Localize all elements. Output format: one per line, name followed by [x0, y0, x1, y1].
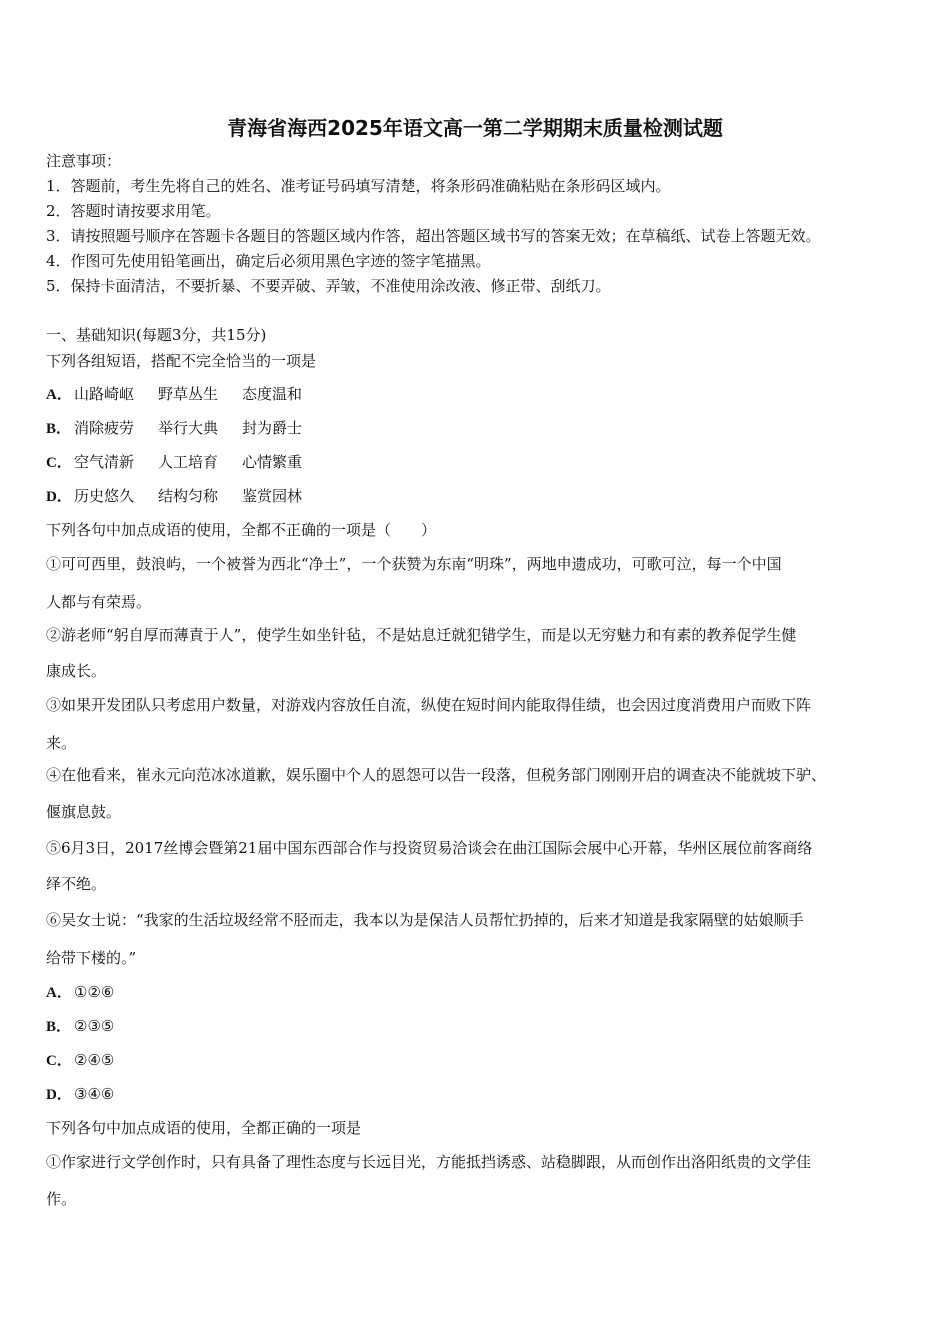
q2-sentence-1-line1: ①可可西里，鼓浪屿，一个被誉为西北“净土”，一个获赞为东南“明珠”，两地申遗成功，可歌可泣，每一个中国	[46, 555, 782, 573]
option-text: ①②⑥	[74, 983, 115, 1001]
option-word: 人工培育	[158, 453, 219, 471]
notice-item-4: 4．作图可先使用铅笔画出，确定后必须用黑色字迹的签字笔描黑。	[46, 252, 491, 270]
q1-option-b	[46, 418, 326, 439]
q2-sentence-5-line2: 绎不绝。	[46, 875, 107, 893]
q1-option-a	[46, 384, 326, 405]
option-word: 空气清新	[74, 453, 135, 471]
option-text: ②④⑤	[74, 1051, 115, 1069]
option-letter: B．	[46, 421, 72, 437]
option-letter: D．	[46, 489, 72, 505]
q2-sentence-2-line2: 康成长。	[46, 662, 107, 680]
q2-sentence-1-line2: 人都与有荣焉。	[46, 593, 152, 611]
page-title: 青海省海西2025年语文高一第二学期期末质量检测试题	[227, 116, 723, 140]
q3-stem: 下列各句中加点成语的使用，全都正确的一项是	[46, 1119, 362, 1137]
option-word: 结构匀称	[158, 487, 219, 505]
option-text: ③④⑥	[74, 1085, 115, 1103]
option-word: 心情繁重	[242, 453, 303, 471]
option-letter: C．	[46, 455, 72, 471]
q2-sentence-2-line1: ②游老师“躬自厚而薄責于人”，使学生如坐针毡，不是姑息迁就犯错学生，而是以无穷魅力和有素的教养促学生健	[46, 626, 797, 644]
q3-sentence-1-line2: 作。	[46, 1190, 77, 1208]
q2-option-d	[46, 1084, 114, 1105]
option-letter: C．	[46, 1053, 72, 1069]
option-word: 鉴赏园林	[242, 487, 303, 505]
q2-sentence-3-line1: ③如果开发团队只考虑用户数量，对游戏内容放任自流，纵使在短时间内能取得佳绩，也会因过度消费用户而败下阵	[46, 696, 812, 714]
q1-option-d	[46, 486, 326, 507]
option-text: ②③⑤	[74, 1017, 115, 1035]
notice-item-5: 5．保持卡面清洁，不要折暴、不要弄破、弄皱，不准使用涂改液、修正带、刮纸刀。	[46, 277, 611, 295]
q2-sentence-4-line2: 偃旗息鼓。	[46, 803, 122, 821]
option-word: 历史悠久	[74, 487, 135, 505]
q2-option-b	[46, 1016, 114, 1037]
q2-stem: 下列各句中加点成语的使用，全都不正确的一项是（ ）	[46, 521, 437, 539]
q1-option-c	[46, 452, 326, 473]
section-heading: 一、基础知识(每题3分，共15分)	[46, 326, 267, 344]
option-word: 封为爵士	[242, 419, 303, 437]
q2-sentence-6-line2: 给带下楼的。”	[46, 949, 137, 967]
option-word: 消除疲劳	[74, 419, 135, 437]
notice-heading: 注意事项：	[46, 152, 122, 170]
option-word: 山路崎岖	[74, 385, 135, 403]
option-letter: B．	[46, 1019, 72, 1035]
q3-sentence-1-line1: ①作家进行文学创作时，只有具备了理性态度与长远目光，方能抵挡诱惑、站稳脚跟，从而创作出洛阳纸贵的文学佳	[46, 1153, 812, 1171]
option-word: 举行大典	[158, 419, 219, 437]
q2-sentence-5-line1: ⑤6月3日，2017丝博会暨第21届中国东西部合作与投资贸易洽谈会在曲江国际会展中心开幕，华州区展位前客商络	[46, 839, 813, 857]
q2-option-c	[46, 1050, 114, 1071]
q2-sentence-4-line1: ④在他看来，崔永元向范冰冰道歉，娱乐圈中个人的恩怨可以告一段落，但税务部门刚刚开启的调查决不能就坡下驴、	[46, 766, 827, 784]
option-letter: D．	[46, 1087, 72, 1103]
option-word: 野草丛生	[158, 385, 219, 403]
notice-item-1: 1．答题前，考生先将自己的姓名、准考证号码填写清楚，将条形码准确粘贴在条形码区域内。	[46, 177, 671, 195]
option-letter: A．	[46, 985, 72, 1001]
q2-sentence-6-line1: ⑥吴女士说：“我家的生活垃圾经常不胫而走，我本以为是保洁人员帮忙扔掉的，后来才知道是我家隔壁的姑娘顺手	[46, 911, 804, 929]
option-letter: A．	[46, 387, 72, 403]
notice-item-3: 3．请按照题号顺序在答题卡各题目的答题区域内作答，超出答题区域书写的答案无效；在草稿纸、试卷上答题无效。	[46, 227, 821, 245]
q2-sentence-3-line2: 来。	[46, 734, 77, 752]
option-word: 态度温和	[242, 385, 303, 403]
notice-item-2: 2．答题时请按要求用笔。	[46, 202, 221, 220]
q2-option-a	[46, 982, 114, 1003]
q1-stem: 下列各组短语，搭配不完全恰当的一项是	[46, 352, 317, 370]
